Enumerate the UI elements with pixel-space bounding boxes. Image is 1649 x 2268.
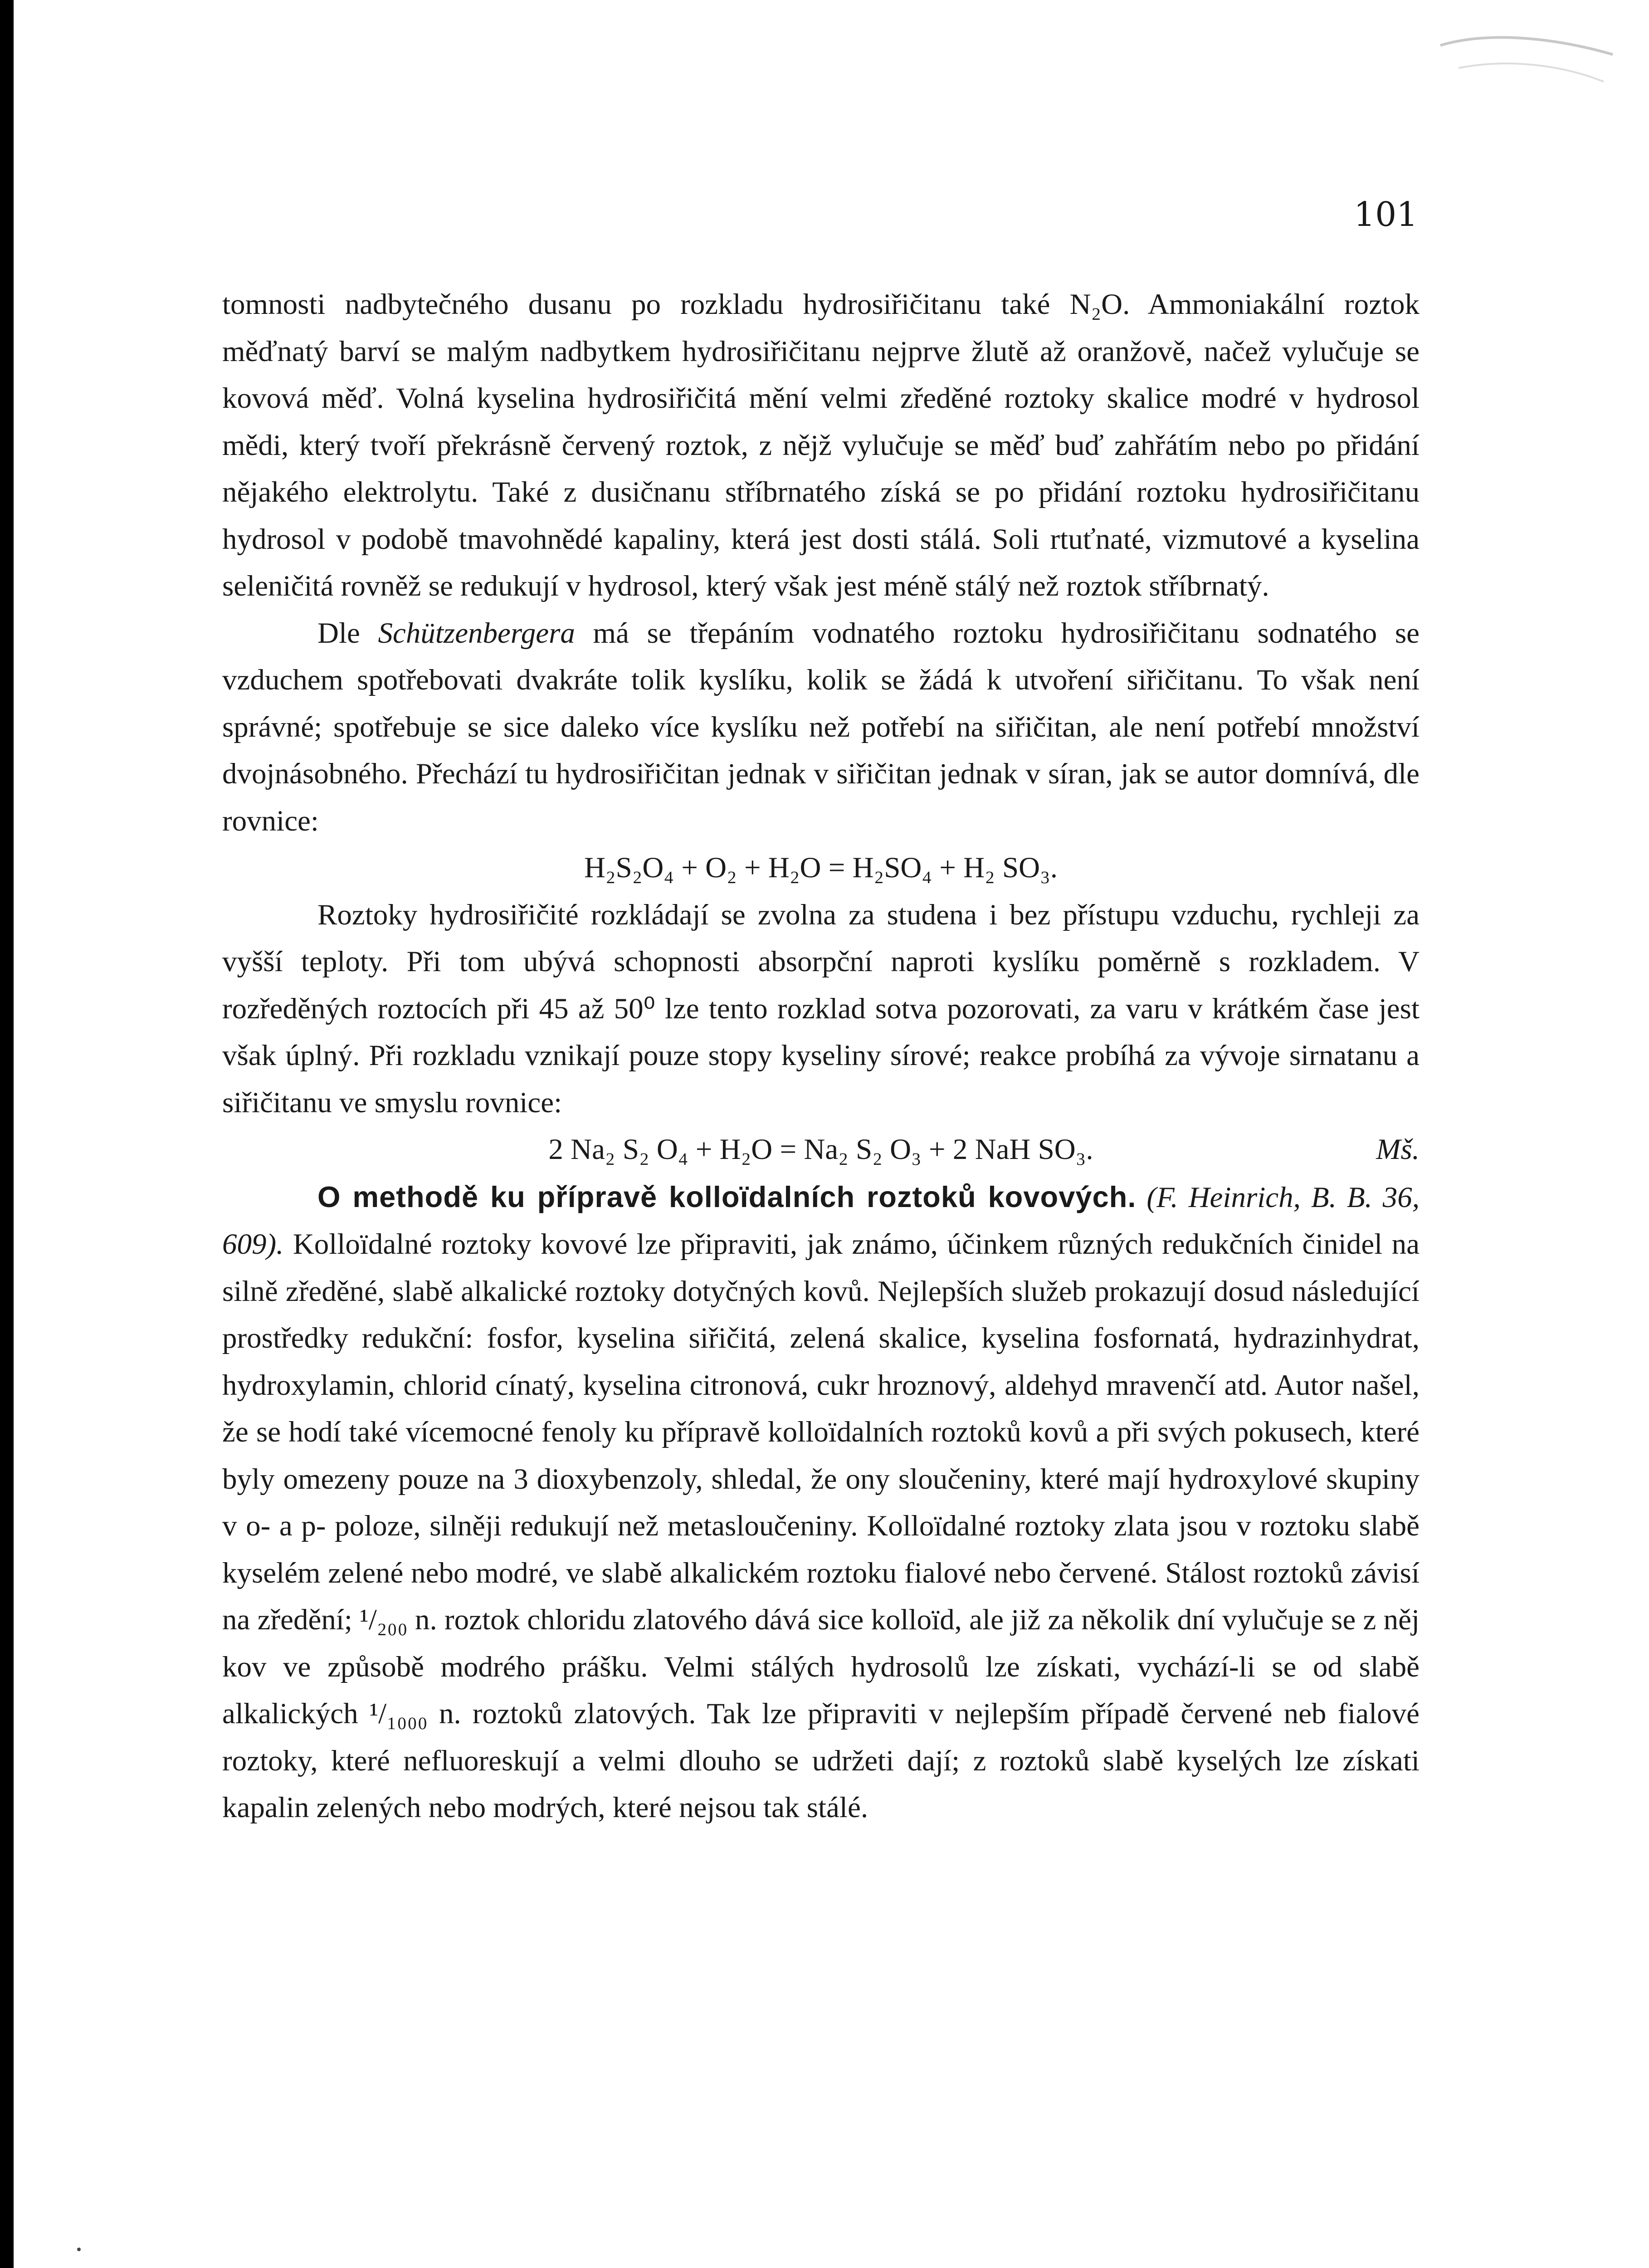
- equation-1: H₂S₂O₄ + O₂ + H₂O = H₂SO₄ + H₂ SO₃.: [584, 851, 1058, 884]
- scan-speck: [77, 2248, 81, 2251]
- equation-1-row: [222, 845, 1420, 892]
- author-name: Schützenbergera: [378, 616, 575, 650]
- equation-2: 2 Na₂ S₂ O₄ + H₂O = Na₂ S₂ O₃ + 2 NaH SO₃.: [548, 1133, 1093, 1166]
- page-sheet: [14, 0, 1649, 2268]
- section-heading: O methodě ku přípravě kolloïdalních roztoků kovových.: [317, 1180, 1137, 1213]
- paragraph-2-lead: Dle: [317, 616, 378, 650]
- corner-smudge: [1431, 27, 1622, 100]
- paragraph-4: Kolloïdalné roztoky kovové lze připraviti, jak známo, účinkem různých redukčních činidel na silně zředěné, slabě alkalické roztoky dotyčných kovů. Nejlepších služeb prokazují dosud následující prostředky redukční: fosfor, kyselina siřičitá, zelená skalice, kyselina fosfornatá, hydrazinhydrat, hydroxylamin, chlorid cínatý, kyselina citronová, cukr hroznový, aldehyd mravenčí atd. Autor našel, že se hodí také vícemocné fenoly ku přípravě kolloïdalních roztoků kovů a při svých pokusech, které byly omezeny pouze na 3 dioxybenzoly, shledal, že ony sloučeniny, které mají hydroxylové skupiny v o- a p- poloze, silněji redukují než metasloučeniny. Kolloïdalné roztoky zlata jsou v roztoku slabě kyselém zelené nebo modré, ve slabě alkalickém roztoku fialové nebo červené. Stálost roztoků závisí na zředění; ¹/₂₀₀ n. roztok chloridu zlatového dává sice kolloïd, ale již za několik dní vylučuje se z něj kov ve způsobě modrého prášku. Velmi stálých hydrosolů lze získati, vychází-li se od slabě alkalických ¹/₁₀₀₀ n. roztoků zlatových. Tak lze připraviti v nejlepším případě červené neb fialové roztoky, které nefluoreskují a velmi dlouho se udržeti dají; z roztoků slabě kyselých lze získati kapalin zelených nebo modrých, které nejsou tak stálé.: [222, 1228, 1420, 1824]
- paragraph-2-rest: má se třepáním vodnatého roztoku hydrosiřičitanu sodnatého se vzduchem spotřebovati dvakráte tolik kyslíku, kolik se žádá k utvoření siřičitanu. To však není správné; spotřebuje se sice daleko více kyslíku než potřebí na siřičitan, ale není potřebí množství dvojnásobného. Přechází tu hydrosiřičitan jednak v siřičitan jednak v síran, jak se autor domnívá, dle rovnice:: [222, 616, 1420, 837]
- author-signature: Mš.: [1376, 1133, 1420, 1166]
- page-number: 101: [1354, 195, 1418, 234]
- equation-2-row: [222, 1126, 1420, 1173]
- citation: (F. Heinrich, B. B. 36, 609).: [222, 1181, 1420, 1261]
- paragraph-3: Roztoky hydrosiřičité rozkládají se zvolna za studena i bez přístupu vzduchu, rychleji za vyšší teploty. Při tom ubývá schopnosti absorpční naproti kyslíku poměrně s rozkladem. V rozředěných roztocích při 45 až 50⁰ lze tento rozklad sotva pozorovati, za varu v krátkém čase jest však úplný. Při rozkladu vznikají pouze stopy kyseliny sírové; reakce probíhá za vývoje sirnatanu a siřičitanu ve smyslu rovnice:: [222, 898, 1420, 1119]
- paragraph-2: [222, 610, 1420, 845]
- body-text: [222, 281, 1420, 1832]
- section-paragraph: [222, 1173, 1420, 1832]
- paragraph-1: tomnosti nadbytečného dusanu po rozkladu hydrosiřičitanu také N₂O. Ammoniakální roztok měďnatý barví se malým nadbytkem hydrosiřičitanu nejprve žlutě až oranžově, načež vylučuje se kovová měď. Volná kyselina hydrosiřičitá mění velmi zředěné roztoky skalice modré v hydrosol mědi, který tvoří překrásně červený roztok, z nějž vylučuje se měď buď zahřátím nebo po přidání nějakého elektrolytu. Také z dusičnanu stříbrnatého získá se po přidání roztoku hydrosiřičitanu hydrosol v podobě tmavohnědé kapaliny, která jest dosti stálá. Soli rtuťnaté, vizmutové a kyselina seleničitá rovněž se redukují v hydrosol, který však jest méně stálý než roztok stříbrnatý.: [222, 288, 1420, 602]
